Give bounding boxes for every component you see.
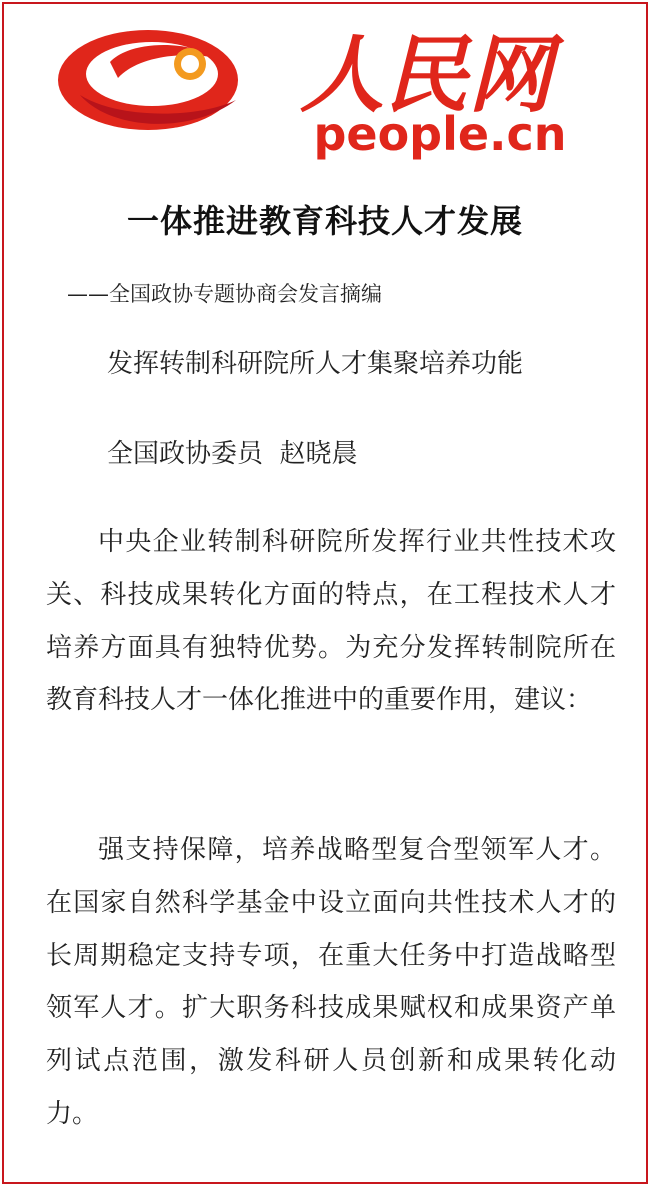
- svg-text:people.cn: people.cn: [313, 107, 567, 161]
- article-subtitle: ——全国政协专题协商会发言摘编: [67, 282, 382, 306]
- speaker-byline: 全国政协委员 赵晓晨: [107, 439, 358, 469]
- people-swoosh-icon: [0, 0, 650, 170]
- article-title: 一体推进教育科技人才发展: [126, 202, 523, 240]
- section-heading: 发挥转制科研院所人才集聚培养功能: [107, 349, 524, 379]
- people-daily-logo: [0, 0, 650, 170]
- body-paragraph-2: 强支持保障，培养战略型复合型领军人才。在国家自然科学基金中设立面向共性技术人才的长周期稳定支持专项，在重大任务中打造战略型领军人才。扩大职务科技成果赋权和成果资产单列试点范围，激发科研人员创新和成果转化动力。: [46, 835, 616, 1129]
- svg-text:人民网: 人民网: [299, 25, 553, 124]
- body-paragraph-1: 中央企业转制科研院所发挥行业共性技术攻关、科技成果转化方面的特点，在工程技术人才培养方面具有独特优势。为充分发挥转制院所在教育科技人才一体化推进中的重要作用，建议：: [46, 527, 616, 716]
